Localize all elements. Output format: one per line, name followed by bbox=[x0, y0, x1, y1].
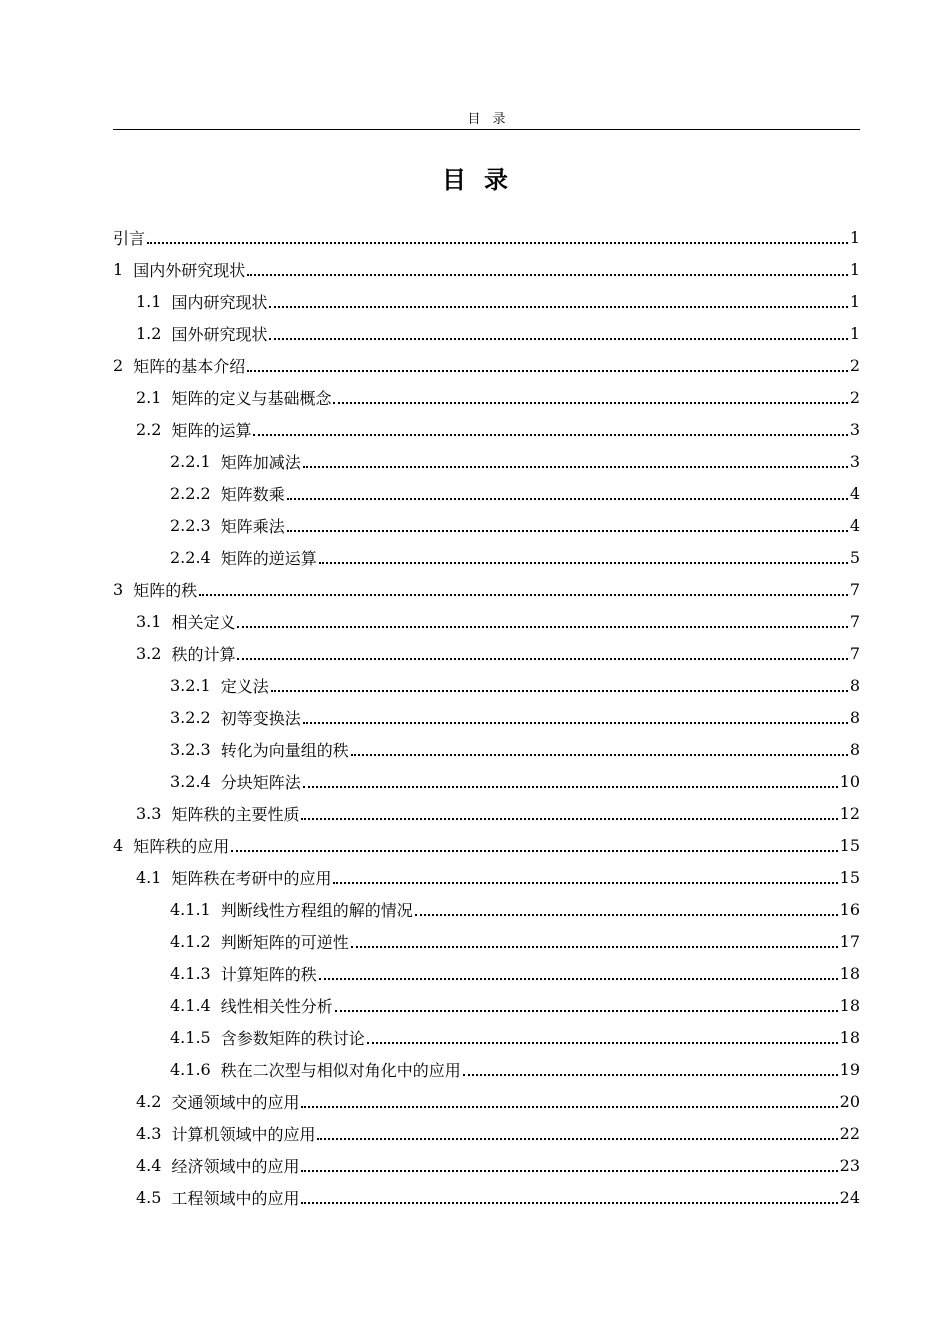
toc-entry-number: 1.1 bbox=[136, 291, 162, 311]
toc-entry[interactable] bbox=[113, 605, 860, 637]
toc-entry-number: 2.2.2 bbox=[170, 483, 211, 503]
toc-entry-page: 24 bbox=[839, 1187, 860, 1207]
toc-entry-number: 2.2.3 bbox=[170, 515, 211, 535]
toc-entry-number: 4.1.2 bbox=[170, 931, 211, 951]
toc-entry-label: 国外研究现状 bbox=[171, 324, 268, 344]
toc-dot-leader bbox=[237, 626, 847, 628]
toc-entry-label: 矩阵秩的应用 bbox=[133, 836, 230, 856]
toc-entry-page: 18 bbox=[839, 995, 860, 1015]
toc-entry-label: 矩阵的运算 bbox=[171, 420, 252, 440]
toc-dot-leader bbox=[199, 594, 848, 596]
toc-entry[interactable] bbox=[113, 413, 860, 445]
toc-entry[interactable] bbox=[113, 733, 860, 765]
toc-entry[interactable] bbox=[113, 1117, 860, 1149]
toc-entry-page: 5 bbox=[849, 547, 860, 567]
toc-dot-leader bbox=[351, 946, 838, 948]
toc-entry-number: 4.1.4 bbox=[170, 995, 211, 1015]
toc-entry-page: 1 bbox=[849, 323, 860, 343]
toc-entry-page: 19 bbox=[839, 1059, 860, 1079]
toc-entry-number: 2.1 bbox=[136, 387, 162, 407]
toc-entry[interactable] bbox=[113, 989, 860, 1021]
toc-entry[interactable] bbox=[113, 381, 860, 413]
toc-dot-leader bbox=[271, 690, 848, 692]
toc-entry-label: 转化为向量组的秩 bbox=[220, 740, 349, 760]
toc-entry[interactable] bbox=[113, 637, 860, 669]
toc-entry-label: 相关定义 bbox=[171, 612, 236, 632]
toc-entry[interactable] bbox=[113, 957, 860, 989]
toc-entry-page: 12 bbox=[839, 803, 860, 823]
running-title: 目录 bbox=[467, 112, 518, 127]
toc-entry-page: 17 bbox=[839, 931, 860, 951]
toc-entry[interactable] bbox=[113, 445, 860, 477]
toc-entry-label: 国内外研究现状 bbox=[133, 260, 246, 280]
toc-entry[interactable] bbox=[113, 573, 860, 605]
toc-entry-label: 矩阵的基本介绍 bbox=[133, 356, 246, 376]
toc-dot-leader bbox=[301, 1170, 837, 1172]
toc-entry[interactable] bbox=[113, 669, 860, 701]
toc-dot-leader bbox=[335, 1010, 838, 1012]
toc-entry-page: 1 bbox=[849, 291, 860, 311]
toc-entry-number: 3.2 bbox=[136, 643, 162, 663]
toc-entry-page: 22 bbox=[839, 1123, 860, 1143]
toc-entry-label: 交通领域中的应用 bbox=[171, 1092, 300, 1112]
toc-entry[interactable] bbox=[113, 701, 860, 733]
toc-entry-page: 8 bbox=[849, 739, 860, 759]
toc-entry[interactable] bbox=[113, 221, 860, 253]
toc-entry[interactable] bbox=[113, 1021, 860, 1053]
toc-entry-number: 4.4 bbox=[136, 1155, 162, 1175]
toc-entry-number: 4.2 bbox=[136, 1091, 162, 1111]
toc-entry-page: 2 bbox=[849, 387, 860, 407]
toc-entry[interactable] bbox=[113, 477, 860, 509]
toc-dot-leader bbox=[287, 498, 848, 500]
toc-entry[interactable] bbox=[113, 317, 860, 349]
toc-entry-label: 计算机领域中的应用 bbox=[171, 1124, 316, 1144]
toc-entry-number: 1.2 bbox=[136, 323, 162, 343]
toc-entry-label: 矩阵的逆运算 bbox=[220, 548, 317, 568]
toc-dot-leader bbox=[301, 1202, 837, 1204]
toc-dot-leader bbox=[317, 1138, 837, 1140]
toc-dot-leader bbox=[269, 338, 847, 340]
toc-dot-leader bbox=[463, 1074, 838, 1076]
toc-entry[interactable] bbox=[113, 349, 860, 381]
toc-entry[interactable] bbox=[113, 829, 860, 861]
toc-entry-page: 16 bbox=[839, 899, 860, 919]
toc-entry-label: 矩阵乘法 bbox=[220, 516, 285, 536]
toc-entry-label: 矩阵秩在考研中的应用 bbox=[171, 868, 332, 888]
toc-dot-leader bbox=[303, 466, 848, 468]
toc-dot-leader bbox=[367, 1042, 838, 1044]
toc-entry-label: 经济领域中的应用 bbox=[171, 1156, 300, 1176]
toc-entry-number: 2.2.1 bbox=[170, 451, 211, 471]
toc-entry[interactable] bbox=[113, 1149, 860, 1181]
toc-entry-number: 1 bbox=[113, 259, 124, 279]
toc-entry-label: 矩阵的秩 bbox=[133, 580, 198, 600]
toc-dot-leader bbox=[333, 402, 847, 404]
toc-entry-page: 15 bbox=[839, 867, 860, 887]
toc-entry[interactable] bbox=[113, 285, 860, 317]
toc-entry-number: 3.3 bbox=[136, 803, 162, 823]
toc-entry-number: 3 bbox=[113, 579, 124, 599]
toc-dot-leader bbox=[269, 306, 847, 308]
toc-entry[interactable] bbox=[113, 509, 860, 541]
toc-entry-label: 判断线性方程组的解的情况 bbox=[220, 900, 413, 920]
toc-entry-label: 国内研究现状 bbox=[171, 292, 268, 312]
toc-entry-label: 计算矩阵的秩 bbox=[220, 964, 317, 984]
toc-entry-page: 15 bbox=[839, 835, 860, 855]
toc-entry[interactable] bbox=[113, 925, 860, 957]
toc-entry-label: 线性相关性分析 bbox=[220, 996, 333, 1016]
toc-entry-page: 20 bbox=[839, 1091, 860, 1111]
toc-entry-page: 3 bbox=[849, 451, 860, 471]
toc-entry-label: 引言 bbox=[113, 228, 146, 248]
toc-dot-leader bbox=[247, 370, 848, 372]
toc-dot-leader bbox=[253, 434, 847, 436]
toc-dot-leader bbox=[303, 722, 848, 724]
toc-entry-number: 4.1.1 bbox=[170, 899, 211, 919]
toc-entry-page: 10 bbox=[839, 771, 860, 791]
toc-entry-page: 7 bbox=[849, 611, 860, 631]
toc-entry-label: 矩阵加减法 bbox=[220, 452, 301, 472]
toc-entry-number: 2.2 bbox=[136, 419, 162, 439]
toc-entry-page: 7 bbox=[849, 643, 860, 663]
toc-dot-leader bbox=[231, 850, 837, 852]
toc-dot-leader bbox=[333, 882, 837, 884]
page-header bbox=[113, 106, 860, 130]
toc-entry-number: 4.1.3 bbox=[170, 963, 211, 983]
toc-dot-leader bbox=[301, 1106, 837, 1108]
toc-entry-label: 矩阵的定义与基础概念 bbox=[171, 388, 332, 408]
toc-entry-label: 定义法 bbox=[220, 676, 269, 696]
toc-entry-page: 3 bbox=[849, 419, 860, 439]
toc-entry-page: 4 bbox=[849, 515, 860, 535]
toc-entry-page: 1 bbox=[849, 227, 860, 247]
toc-entry[interactable] bbox=[113, 893, 860, 925]
toc-entry-label: 含参数矩阵的秩讨论 bbox=[220, 1028, 365, 1048]
toc-title: 目录 bbox=[442, 166, 526, 194]
toc-entry-number: 4.3 bbox=[136, 1123, 162, 1143]
toc-entry-number: 4.1.6 bbox=[170, 1059, 211, 1079]
toc-entry-number: 4.1.5 bbox=[170, 1027, 211, 1047]
toc-entry[interactable] bbox=[113, 765, 860, 797]
toc-dot-leader bbox=[247, 274, 848, 276]
toc-entry-page: 8 bbox=[849, 707, 860, 727]
toc-entry[interactable] bbox=[113, 1053, 860, 1085]
toc-entry-page: 18 bbox=[839, 963, 860, 983]
toc-dot-leader bbox=[319, 978, 838, 980]
toc-entry-label: 工程领域中的应用 bbox=[171, 1188, 300, 1208]
toc-dot-leader bbox=[147, 242, 848, 244]
toc-entry-number: 3.2.3 bbox=[170, 739, 211, 759]
toc-entry-number: 2.2.4 bbox=[170, 547, 211, 567]
toc-entry[interactable] bbox=[113, 541, 860, 573]
toc-entry-number: 3.2.1 bbox=[170, 675, 211, 695]
toc-entry-page: 8 bbox=[849, 675, 860, 695]
toc-entry-label: 秩的计算 bbox=[171, 644, 236, 664]
toc-entry-number: 3.2.4 bbox=[170, 771, 211, 791]
toc-entry[interactable] bbox=[113, 253, 860, 285]
toc-entry-label: 分块矩阵法 bbox=[220, 772, 301, 792]
toc-entry-page: 1 bbox=[849, 259, 860, 279]
toc-list bbox=[113, 221, 860, 1213]
toc-entry-page: 18 bbox=[839, 1027, 860, 1047]
toc-entry-label: 初等变换法 bbox=[220, 708, 301, 728]
toc-entry-page: 2 bbox=[849, 355, 860, 375]
toc-entry[interactable] bbox=[113, 861, 860, 893]
toc-entry-label: 秩在二次型与相似对角化中的应用 bbox=[220, 1060, 461, 1080]
toc-entry-page: 4 bbox=[849, 483, 860, 503]
toc-dot-leader bbox=[319, 562, 848, 564]
toc-entry-label: 判断矩阵的可逆性 bbox=[220, 932, 349, 952]
toc-dot-leader bbox=[301, 818, 837, 820]
toc-entry-number: 4 bbox=[113, 835, 124, 855]
toc-dot-leader bbox=[303, 786, 838, 788]
toc-entry-number: 4.1 bbox=[136, 867, 162, 887]
toc-entry[interactable] bbox=[113, 1181, 860, 1213]
toc-entry-label: 矩阵数乘 bbox=[220, 484, 285, 504]
toc-entry-number: 2 bbox=[113, 355, 124, 375]
toc-entry-number: 4.5 bbox=[136, 1187, 162, 1207]
toc-entry[interactable] bbox=[113, 797, 860, 829]
toc-entry-page: 7 bbox=[849, 579, 860, 599]
toc-entry-number: 3.1 bbox=[136, 611, 162, 631]
toc-entry-label: 矩阵秩的主要性质 bbox=[171, 804, 300, 824]
toc-dot-leader bbox=[287, 530, 848, 532]
toc-dot-leader bbox=[237, 658, 847, 660]
toc-entry[interactable] bbox=[113, 1085, 860, 1117]
toc-dot-leader bbox=[351, 754, 848, 756]
toc-entry-number: 3.2.2 bbox=[170, 707, 211, 727]
toc-dot-leader bbox=[415, 914, 838, 916]
toc-entry-page: 23 bbox=[839, 1155, 860, 1175]
